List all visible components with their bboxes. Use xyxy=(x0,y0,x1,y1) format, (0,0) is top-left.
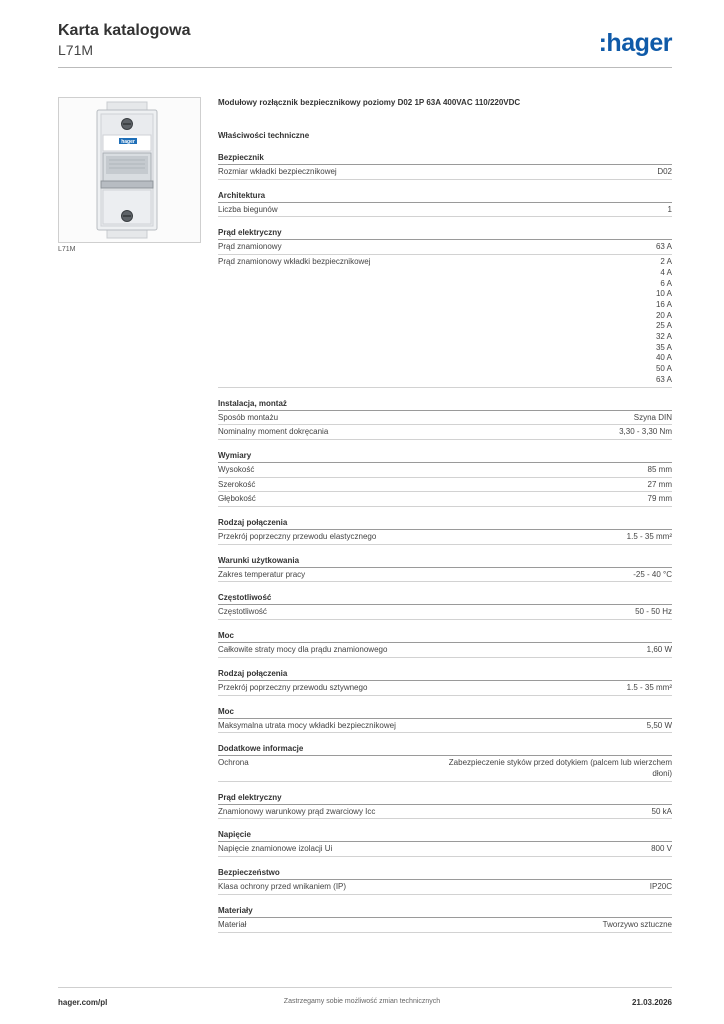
property-label: Częstotliwość xyxy=(218,607,267,617)
property-row xyxy=(218,568,672,583)
footer-notice: Zastrzegamy sobie możliwość zmian technicznych xyxy=(283,998,441,1005)
property-section xyxy=(218,151,672,180)
property-row xyxy=(218,918,672,933)
property-value-item: 2 A xyxy=(660,257,672,267)
property-label: Liczba biegunów xyxy=(218,204,278,214)
property-sections xyxy=(218,151,672,933)
property-label: Materiał xyxy=(218,919,247,929)
property-value-item: 50 A xyxy=(655,364,672,374)
header-divider xyxy=(58,67,672,68)
property-value: 85 mm xyxy=(647,464,672,474)
property-value: 3,30 - 3,30 Nm xyxy=(619,427,672,437)
property-row xyxy=(218,411,672,426)
technical-content xyxy=(218,97,672,933)
property-value: 50 kA xyxy=(651,806,672,816)
property-value: Szyna DIN xyxy=(633,412,672,422)
property-row xyxy=(218,165,672,180)
property-row xyxy=(218,681,672,696)
property-value: 50 - 50 Hz xyxy=(635,607,672,617)
property-row xyxy=(218,719,672,734)
section-title: Moc xyxy=(218,705,672,719)
property-label: Szerokość xyxy=(218,479,256,489)
property-label: Prąd znamionowy wkładki bezpiecznikowej xyxy=(218,257,371,267)
property-section xyxy=(218,742,672,781)
property-label: Zakres temperatur pracy xyxy=(218,569,306,579)
section-title: Architektura xyxy=(218,189,672,203)
section-title: Prąd elektryczny xyxy=(218,226,672,240)
property-label: Nominalny moment dokręcania xyxy=(218,427,329,437)
property-value-item: 16 A xyxy=(655,299,672,309)
property-value: Tworzywo sztuczne xyxy=(602,919,672,929)
property-label: Rozmiar wkładki bezpiecznikowej xyxy=(218,167,337,176)
property-section xyxy=(218,629,672,658)
property-value-item: 4 A xyxy=(660,267,672,277)
property-row xyxy=(218,478,672,493)
property-value: 63 A xyxy=(655,242,672,252)
property-label: Ochrona xyxy=(218,758,249,768)
section-title: Bezpiecznik xyxy=(218,151,672,165)
property-value-item: 20 A xyxy=(655,310,672,320)
document-subtitle: L71M xyxy=(58,42,94,58)
footer-date: 21.03.2026 xyxy=(631,998,672,1007)
footer-divider xyxy=(58,987,672,988)
property-row xyxy=(218,530,672,545)
property-section xyxy=(218,791,672,820)
property-value-item: 35 A xyxy=(655,342,672,352)
property-row xyxy=(218,605,672,620)
property-value: 1,60 W xyxy=(646,645,672,655)
property-row xyxy=(218,240,672,255)
section-title: Częstotliwość xyxy=(218,591,672,605)
fuse-switch-illustration xyxy=(59,98,200,242)
property-value-item: 32 A xyxy=(655,332,672,342)
property-label: Maksymalna utrata mocy wkładki bezpiecznikowej xyxy=(218,720,396,730)
property-value-item: 25 A xyxy=(655,321,672,331)
property-row xyxy=(218,842,672,857)
property-section xyxy=(218,866,672,895)
section-title: Napięcie xyxy=(218,828,672,842)
property-row xyxy=(218,880,672,895)
technical-properties-title: Właściwości techniczne xyxy=(218,131,310,140)
property-section xyxy=(218,667,672,696)
property-value-item: 6 A xyxy=(660,278,672,288)
hager-logo: :hager xyxy=(598,29,672,57)
property-label: Znamionowy warunkowy prąd zwarciowy Icc xyxy=(218,806,376,816)
product-name: Modułowy rozłącznik bezpiecznikowy poziomy D02 1P 63A 400VAC 110/220VDC xyxy=(218,98,521,107)
product-image xyxy=(58,97,201,243)
document-header xyxy=(58,22,190,59)
property-label: Prąd znamionowy xyxy=(218,242,282,252)
property-section xyxy=(218,828,672,857)
property-value: D02 xyxy=(657,167,672,176)
property-label: Przekrój poprzeczny przewodu sztywnego xyxy=(218,682,368,692)
property-value: 27 mm xyxy=(647,479,672,489)
property-section xyxy=(218,397,672,440)
image-caption: L71M xyxy=(58,246,76,253)
property-value: 1.5 - 35 mm² xyxy=(626,682,672,692)
property-value: 79 mm xyxy=(647,494,672,504)
property-label: Przekrój poprzeczny przewodu elastycznego xyxy=(218,532,377,542)
property-label: Głębokość xyxy=(218,494,256,504)
property-value: IP20C xyxy=(649,882,672,892)
property-value: 800 V xyxy=(651,844,672,854)
property-value-item: 63 A xyxy=(655,374,672,384)
property-label: Całkowite straty mocy dla prądu znamionowego xyxy=(218,645,388,655)
property-section xyxy=(218,904,672,933)
section-title: Warunki użytkowania xyxy=(218,554,672,568)
section-title: Wymiary xyxy=(218,449,672,463)
section-title: Moc xyxy=(218,629,672,643)
property-section xyxy=(218,449,672,507)
property-label: Sposób montażu xyxy=(218,412,279,422)
property-section xyxy=(218,591,672,620)
section-title: Materiały xyxy=(218,904,672,918)
property-section xyxy=(218,516,672,545)
property-row xyxy=(218,643,672,658)
property-section xyxy=(218,554,672,583)
document-title: Karta katalogowa xyxy=(58,22,191,39)
device-brand-label: hager xyxy=(121,139,135,145)
section-title: Bezpieczeństwo xyxy=(218,866,672,880)
property-value: -25 - 40 °C xyxy=(633,569,672,579)
section-title: Rodzaj połączenia xyxy=(218,667,672,681)
property-value xyxy=(656,257,672,385)
property-value: 1 xyxy=(667,204,672,214)
property-value: 1.5 - 35 mm² xyxy=(626,532,672,542)
property-row xyxy=(218,463,672,478)
property-value: 5,50 W xyxy=(646,720,672,730)
section-title: Prąd elektryczny xyxy=(218,791,672,805)
property-row xyxy=(218,203,672,218)
property-section xyxy=(218,189,672,218)
property-value: Zabezpieczenie styków przed dotykiem (palcem lub wierzchem dłoni) xyxy=(448,758,672,778)
section-title: Instalacja, montaż xyxy=(218,397,672,411)
property-value-item: 40 A xyxy=(655,353,672,363)
section-title: Rodzaj połączenia xyxy=(218,516,672,530)
property-label: Napięcie znamionowe izolacji Ui xyxy=(218,844,333,854)
property-row xyxy=(218,805,672,820)
footer-website[interactable]: hager.com/pl xyxy=(58,998,108,1007)
property-section xyxy=(218,226,672,387)
property-label: Wysokość xyxy=(218,464,255,474)
section-title: Dodatkowe informacje xyxy=(218,742,672,756)
property-row xyxy=(218,492,672,507)
property-row xyxy=(218,255,672,387)
property-label: Klasa ochrony przed wnikaniem (IP) xyxy=(218,882,347,892)
property-section xyxy=(218,705,672,734)
property-row xyxy=(218,425,672,440)
property-value-item: 10 A xyxy=(655,289,672,299)
property-row xyxy=(218,756,672,781)
